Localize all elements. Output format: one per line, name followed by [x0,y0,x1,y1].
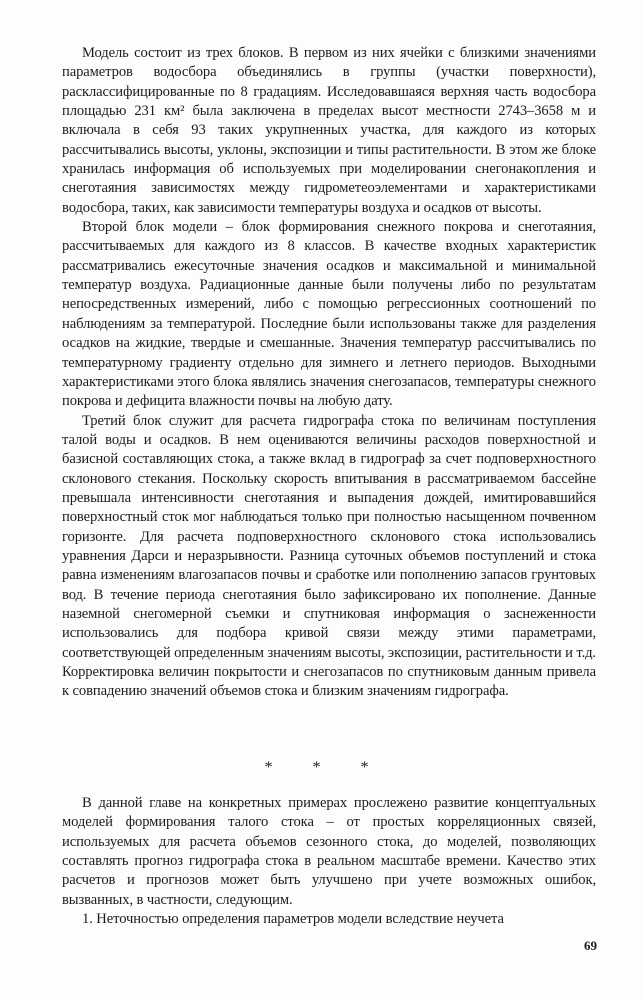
main-text-block [62,44,596,702]
paragraph-second-block: Второй блок модели – блок формирования снежного покрова и снеготаяния, рассчитываемых для каждого из 8 классов. В качестве входных характеристик рассматривались ежесуточные значения осадков и максимальной и минимальной температур воздуха. Радиационные данные были получены либо по результатам непосредственных измерений, либо с помощью регрессионных соотношений по наблюдениям за температурой. Последние были использованы также для разделения осадков на жидкие, твердые и смешанные. Значения температур рассчитывались по температурному градиенту отдельно для зимнего и летнего периодов. Выходными характеристиками этого блока являлись значения снегозапасов, температуры снежного покрова и дефицита влажности почвы на любую дату. [62,219,596,410]
paragraph-chapter-summary: В данной главе на конкретных примерах прослежено развитие концептуальных моделей формирования талого стока – от простых корреляционных связей, используемых для расчета объемов сезонного стока, до моделей, позволяющих составлять прогноз гидрографа стока в реальном масштабе времени. Качество этих расчетов и прогнозов может быть улучшено при учете возможных ошибок, вызванных, в частности, следующим. [62,795,596,908]
conclusion-text-block [62,794,596,929]
paragraph-third-block: Третий блок служит для расчета гидрографа стока по величинам поступления талой воды и осадков. В нем оцениваются величины расходов поверхностной и базисной составляющих стока, а также вклад в гидрограф за счет подповерхностного склонового стекания. Поскольку скорость впитывания в рассматриваемом бассейне превышала интенсивности снеготаяния и выпадения дождей, имитировавшийся поверхностный сток мог наблюдаться только при полностью насыщенном почвенном горизонте. Для расчета подповерхностного склонового стока использовались уравнения Дарси и неразрывности. Разница суточных объемов поступлений и стока равна изменениям влагозапасов почвы и сработке или пополнению запасов грунтовых вод. В течение периода снеготаяния было зафиксировано их пополнение. Данные наземной снегомерной съемки и спутниковая информация о заснеженности использовались для подбора кривой связи между этими параметрами, соответствующей определенным значениям высоты, экспозиции, растительности и т.д. Корректировка величин покрытости и снегозапасов по спутниковым данным привела к совпадению значений объемов стока и близким значениям гидрографа. [62,412,596,700]
section-separator: * * * [264,759,387,776]
paragraph-list-item-1: 1. Неточностью определения параметров модели вследствие неучета [82,911,504,928]
page-number: 69 [584,938,597,953]
paragraph-model-blocks: Модель состоит из трех блоков. В первом из них ячейки с близкими значениями параметров водосбора объединялись в группы (участки поверхности), расклассифицированные по 8 градациям. Исследовавшаяся верхняя часть водосбора площадью 231 км² была заключена в пределах высот местности 2743–3658 м и включала в себя 93 таких укрупненных участка, для каждого из которых рассчитывались высоты, уклоны, экспозиции и типы растительности. В этом же блоке хранилась информация об используемых при моделировании снегонакопления и снеготаяния зависимостях между гидрометеоэлементами и характеристиками водосбора, таких, как зависимости температуры воздуха и осадков от высоты. [62,45,596,216]
